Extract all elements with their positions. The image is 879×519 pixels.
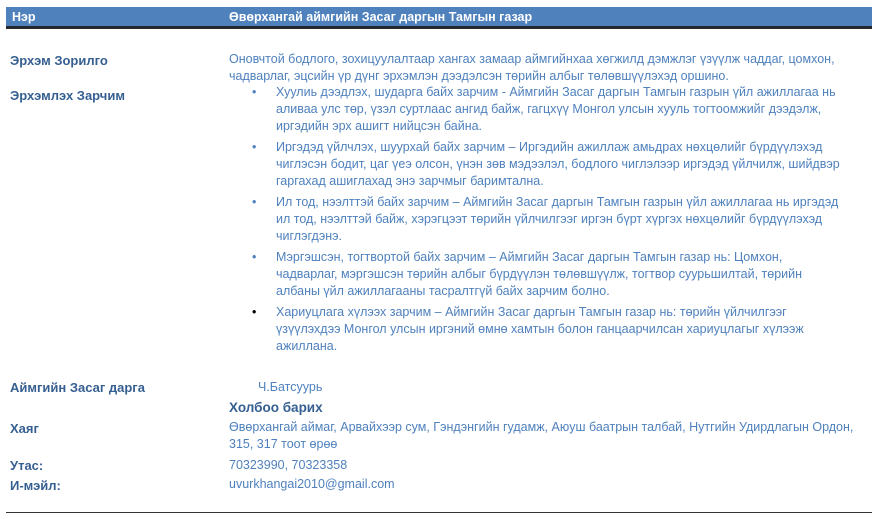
address-text: Өвөрхангай аймаг, Арвайхээр сум, Гэндэнгийн гудамж, Аюуш баатрын талбай, Нутгийн Удирдлагын Ордон, 315, 317 тоот өрөө (229, 420, 854, 451)
phone-label: Утас: (10, 458, 44, 473)
bullet-icon: • (252, 140, 257, 154)
principles-list (232, 84, 842, 359)
bullet-icon: • (252, 250, 257, 264)
principle-text: Хуулиь дээдлэх, шударга байх зарчим - Аймгийн Засаг даргын Тамгын газрын үйл ажиллагаа нь аливаа улс төр, үзэл суртлаас ангид байж, гагцхүү Монгол улсын хууль тогтоомжийг дээдэлж, иргэдийн эрх ашигт нийцсэн байна. (276, 85, 836, 133)
principle-text: Ил тод, нээлттэй байх зарчим – Аймгийн Засаг даргын Тамгын газрын үйл ажиллагаа нь иргэдэд ил тод, нээлттэй байж, хэрэгцээт төрийн үйлчилгээг иргэн бүрт хүргэх нөхцөлийг бүрдүүлэхэд чиглэгдэнэ. (276, 195, 839, 243)
principle-text: Мэргэшсэн, тогтвортой байх зарчим – Аймгийн Засаг даргын Тамгын газар нь: Цомхон, чадварлаг, мэргэшсэн төрийн албыг бүрдүүлэн төлөвшүүлж, тогтвор суурьшилтай, төрийн албаны үйл ажиллагааны тасралтгүй байх зарчим болно. (276, 250, 803, 298)
bullet-icon: • (252, 305, 257, 319)
governor-name: Ч.Батсуурь (258, 380, 323, 394)
principle-item (232, 304, 842, 355)
header-org-title: Өвөрхангай аймгийн Засаг даргын Тамгын газар (229, 10, 533, 24)
principles-label: Эрхэмлэх Зарчим (10, 88, 125, 103)
contact-heading: Холбоо барих (229, 400, 323, 415)
mission-label: Эрхэм Зорилго (10, 53, 108, 68)
principle-text: Иргэдэд үйлчлэх, шуурхай байх зарчим – Иргэдийн ажиллаж амьдрах нөхцөлийг бүрдүүлэхэд чиглэсэн бодит, цаг үеэ олсон, үнэн зөв мэдээлэл, бодлого чиглэлээр иргэдэд үйлчилж, шийдвэр гаргахад ашиглахад энэ зарчмыг баримтална. (276, 140, 840, 188)
principle-item (232, 84, 842, 135)
table-header (6, 7, 872, 29)
bullet-icon: • (252, 85, 257, 99)
governor-label: Аймгийн Засаг дарга (10, 380, 145, 395)
header-name-label: Нэр (12, 10, 36, 24)
email-label: И-мэйл: (10, 478, 61, 493)
principle-text: Хариуцлага хүлээх зарчим – Аймгийн Засаг даргын Тамгын газар нь: төрийн үйлчилгээг үзүүлэхдээ Монгол улсын иргэний өмнө хамтын болон ганцаарчилсан хариуцлагыг хүлээж ажиллана. (276, 305, 804, 353)
bullet-icon: • (252, 195, 257, 209)
bottom-divider (6, 512, 872, 513)
mission-text: Оновчтой бодлого, зохицуулалтаар хангах замаар аймгийнхаа хөгжилд дэмжлэг үзүүлж чаддаг, цомхон, чадварлаг, эцсийн үр дүнг эрхэмлэн дээдэлсэн төрийн албыг төлөвшүүлэхэд оршино. (229, 52, 835, 83)
phone-text: 70323990, 70323358 (229, 458, 348, 472)
principle-item (232, 194, 842, 245)
address-label: Хаяг (10, 421, 39, 436)
email-link[interactable]: uvurkhangai2010@gmail.com (229, 477, 395, 491)
principle-item (232, 139, 842, 190)
principle-item (232, 249, 842, 300)
